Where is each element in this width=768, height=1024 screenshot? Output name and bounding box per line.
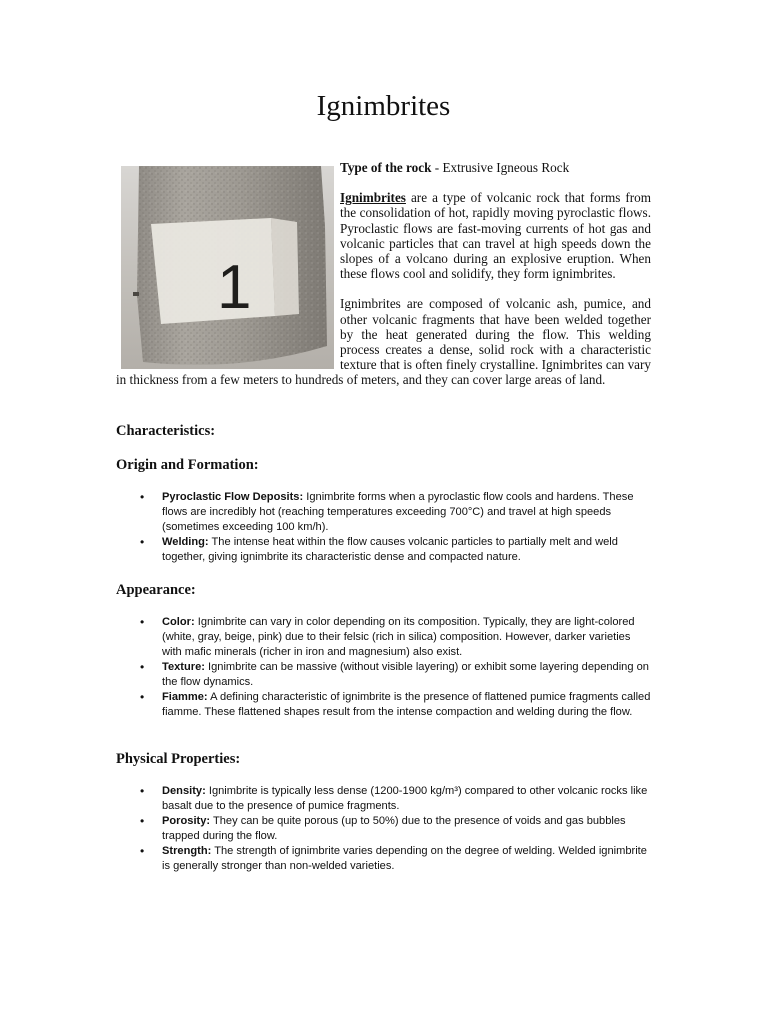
rock-sample-photo	[121, 166, 334, 369]
rock-type-value: - Extrusive Igneous Rock	[431, 160, 570, 175]
list-item	[116, 690, 651, 720]
list-item-text: Ignimbrite forms when a pyroclastic flow cools and hardens. These flows are incredibly hot (reaching temperatures exceeding 700°C) and travel at high speeds (sometimes exceeding 100 km/h).	[162, 491, 634, 533]
list-item-term: Texture:	[162, 661, 205, 673]
appearance-heading: Appearance:	[116, 582, 196, 598]
list-item-text: Ignimbrite is typically less dense (1200-1900 kg/m³) compared to other volcanic rocks like basalt due to the presence of pumice fragments.	[162, 785, 648, 812]
list-item-term: Density:	[162, 785, 206, 797]
characteristics-heading: Characteristics:	[116, 423, 216, 439]
list-item	[116, 615, 651, 660]
list-item	[116, 814, 651, 844]
list-item-text: The intense heat within the flow causes volcanic particles to partially melt and weld together, giving ignimbrite its characteristic dense and compacted nature.	[162, 536, 618, 563]
list-item-text: They can be quite porous (up to 50%) due to the presence of voids and gas bubbles trapped during the flow.	[162, 815, 626, 842]
origin-heading: Origin and Formation:	[116, 457, 259, 473]
physical-properties-list	[116, 784, 651, 874]
list-item-term: Welding:	[162, 536, 209, 548]
list-item-term: Fiamme:	[162, 691, 208, 703]
list-item	[116, 660, 651, 690]
physical-properties-heading: Physical Properties:	[116, 751, 241, 767]
rock-type-label: Type of the rock	[340, 160, 432, 175]
list-item	[116, 490, 651, 535]
list-item-term: Porosity:	[162, 815, 211, 827]
rock-sample-image	[121, 166, 334, 369]
list-item-text: A defining characteristic of ignimbrite is the presence of flattened pumice fragments called fiamme. These flattened shapes result from the intense compaction and welding during the flow.	[162, 691, 651, 718]
intro-paragraph-1-text: are a type of volcanic rock that forms from the consolidation of hot, rapidly moving pyroclastic flows. Pyroclastic flows are fast-moving currents of hot gas and volcanic particles that can travel at high speeds down the slopes of a volcano during an explosive eruption. When these flows cool and solidify, they form ignimbrites.	[340, 190, 651, 282]
list-item-term: Strength:	[162, 845, 212, 857]
list-item-term: Pyroclastic Flow Deposits:	[162, 491, 304, 503]
list-item-text: The strength of ignimbrite varies depending on the degree of welding. Welded ignimbrite is generally stronger than non-welded varieties.	[162, 845, 647, 872]
intro-keyword: Ignimbrites	[340, 190, 406, 206]
intro-section	[116, 160, 651, 388]
origin-list	[116, 490, 651, 565]
page-title: Ignimbrites	[316, 90, 451, 122]
list-item-term: Color:	[162, 616, 195, 628]
intro-paragraph-2: Ignimbrites are composed of volcanic ash, pumice, and other volcanic fragments that have been welded together by the heat generated during the flow. This welding process creates a dense, solid rock with a characteristic texture that is often finely crystalline. Ignimbrites can vary in thickness from a few meters to hundreds of meters, and they can cover large areas of land.	[116, 296, 651, 388]
list-item	[116, 844, 651, 874]
list-item	[116, 784, 651, 814]
list-item-text: Ignimbrite can be massive (without visible layering) or exhibit some layering depending on the flow dynamics.	[162, 661, 649, 688]
sample-label-number: 1	[217, 253, 252, 322]
list-item-text: Ignimbrite can vary in color depending on its composition. Typically, they are light-colored (white, gray, beige, pink) due to their felsic (rich in silica) composition. However, darker varieties with mafic minerals (richer in iron and magnesium) also exist.	[162, 616, 635, 658]
appearance-list	[116, 615, 651, 720]
list-item	[116, 535, 651, 565]
